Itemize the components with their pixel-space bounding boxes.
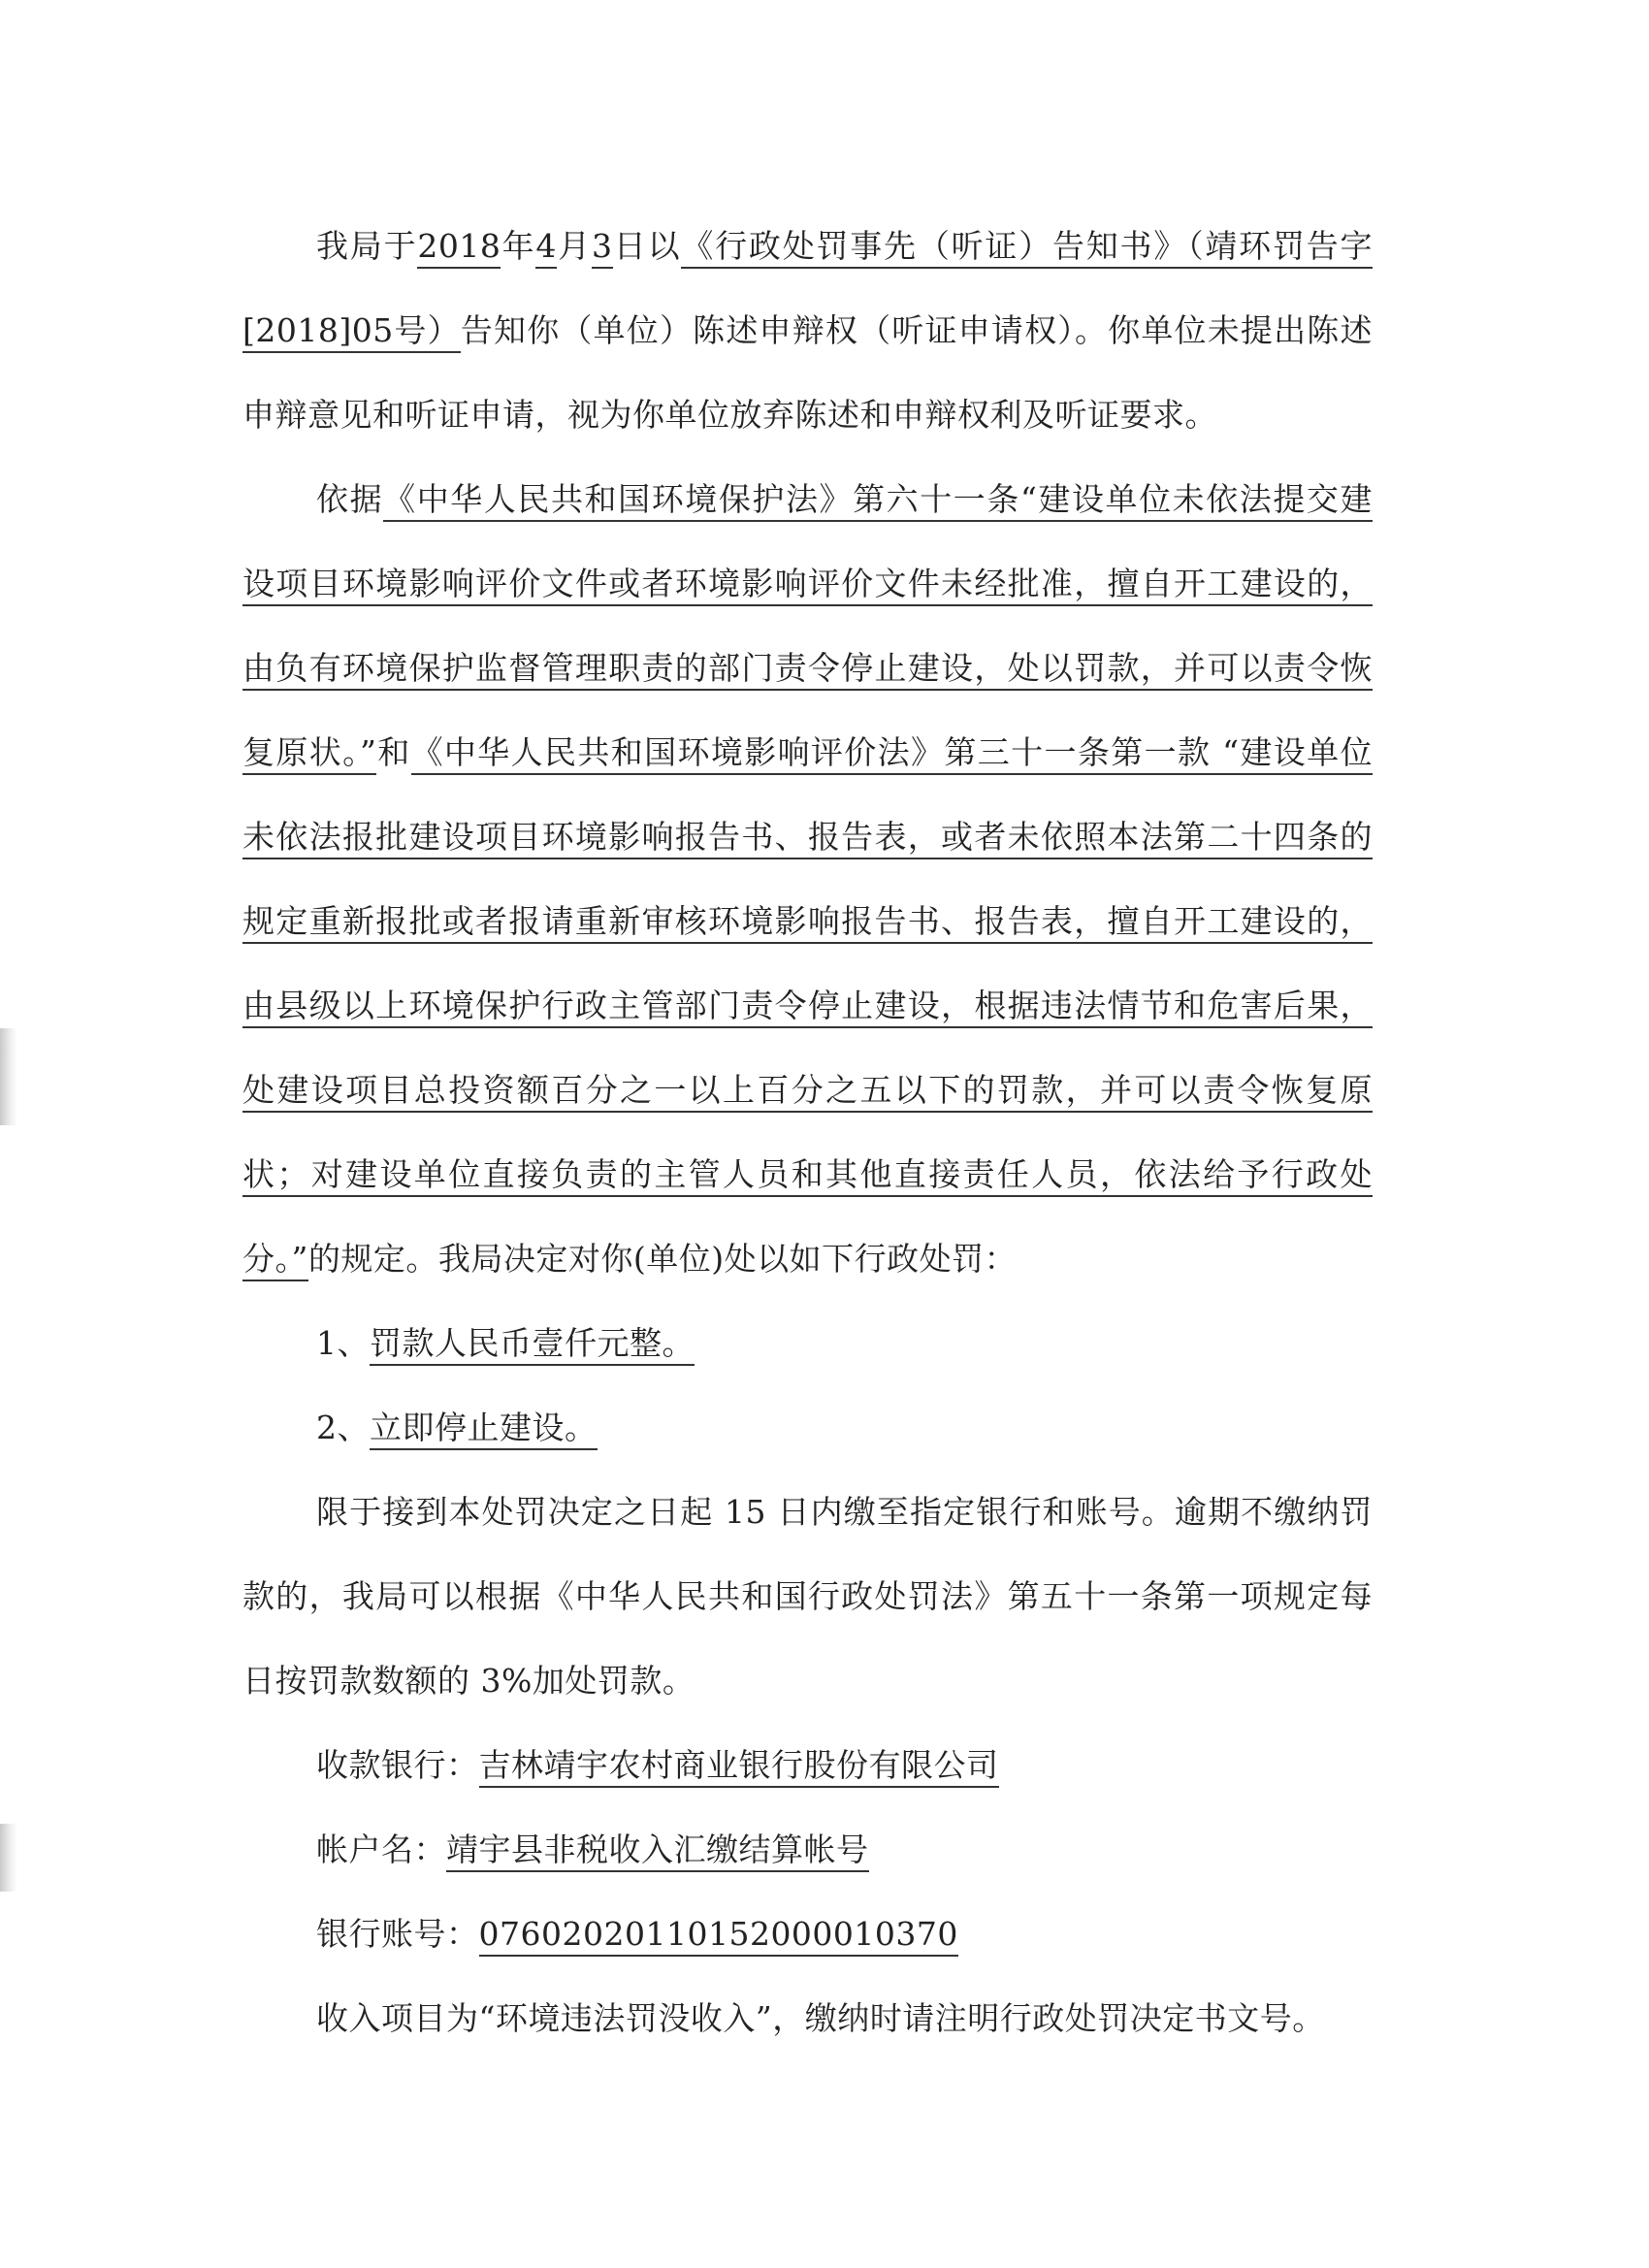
notice-day: 3 <box>592 227 613 269</box>
scan-edge-mark <box>0 1824 17 1892</box>
bank-line <box>242 1723 1373 1807</box>
income-note-paragraph: 收入项目为“环境违法罚没收入”，缴纳时请注明行政处罚决定书文号。 <box>316 1999 1325 2037</box>
notice-text: 年 <box>501 227 536 265</box>
penalty-number: 1、 <box>316 1324 370 1362</box>
basis-text: 依据 <box>316 480 384 518</box>
account-name-line <box>242 1807 1373 1892</box>
notice-text: 我局于 <box>316 227 418 265</box>
penalty-item <box>242 1301 1373 1385</box>
notice-text: 日以 <box>612 227 682 265</box>
eia-law-citation: 《中华人民共和国环境影响评价法》第三十一条第一款 “建设单位未依法报批建设项目环境影响报告书、报告表，或者未依照本法第二十四条的规定重新报批或者报请重新审核环境影响报告书、报告表，擅自开工建设的，由县级以上环境保护行政主管部门责令停止建设，根据违法情节和危害后果，处建设项目总投资额百分之一以上百分之五以下的罚款，并可以责令恢复原状；对建设单位直接负责的主管人员和其他直接责任人员，依法给予行政处分。” <box>242 733 1373 1281</box>
environmental-protection-law-citation: 《中华人民共和国环境保护法》第六十一条“建设单位未依法提交建设项目环境影响评价文件或者环境影响评价文件未经批准，擅自开工建设的，由负有环境保护监督管理职责的部门责令停止建设，处以罚款，并可以责令恢复原状。” <box>242 480 1373 775</box>
notice-month: 4 <box>535 227 557 269</box>
legal-basis-paragraph <box>242 457 1373 1301</box>
penalty-item <box>242 1385 1373 1470</box>
notice-paragraph <box>242 204 1373 457</box>
notice-document-title: 《行政处罚事先（听证）告知书》（靖环罚告字[2018]05号） <box>242 227 1373 353</box>
document-body <box>242 204 1373 2060</box>
account-number-label: 银行账号： <box>316 1915 479 1953</box>
notice-text: 告知你（单位）陈述申辩权（听证申请权）。你单位未提出陈述申辩意见和听证申请，视为你单位放弃陈述和申辩权利及听证要求。 <box>242 311 1374 434</box>
notice-text: 月 <box>556 227 592 265</box>
scan-edge-mark <box>0 1028 17 1125</box>
notice-year: 2018 <box>417 227 501 269</box>
bank-label: 收款银行： <box>316 1746 479 1784</box>
account-name-label: 帐户名： <box>316 1831 446 1868</box>
payment-deadline-paragraph: 限于接到本处罚决定之日起 15 日内缴至指定银行和账号。逾期不缴纳罚款的，我局可以根据《中华人民共和国行政处罚法》第五十一条第一项规定每日按罚款数额的 3%加处罚款。 <box>242 1493 1373 1700</box>
penalty-text: 罚款人民币壹仟元整。 <box>370 1324 695 1366</box>
basis-text: 和 <box>376 733 411 771</box>
account-name: 靖宇县非税收入汇缴结算帐号 <box>446 1831 869 1872</box>
basis-text: 的规定。我局决定对你(单位)处以如下行政处罚： <box>307 1240 1018 1278</box>
account-number-line <box>242 1892 1373 1976</box>
penalty-number: 2、 <box>316 1409 370 1446</box>
account-number: 07602020110152000010370 <box>479 1915 958 1957</box>
penalty-text: 立即停止建设。 <box>370 1409 598 1450</box>
bank-name: 吉林靖宇农村商业银行股份有限公司 <box>479 1746 999 1788</box>
